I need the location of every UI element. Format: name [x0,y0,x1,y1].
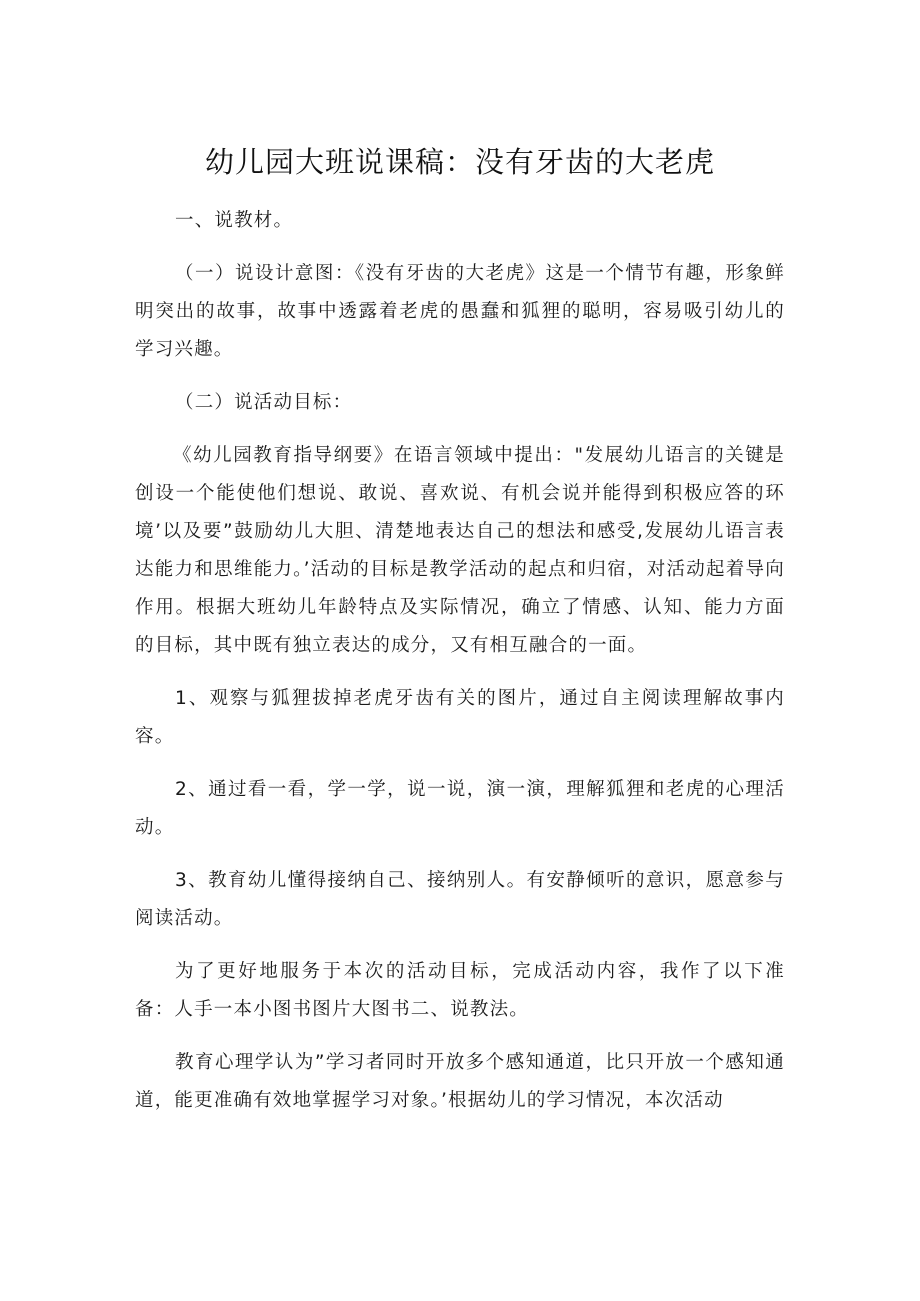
goal-item-1: 1、观察与狐狸拔掉老虎牙齿有关的图片，通过自主阅读理解故事内容。 [135,688,785,747]
goal-item-2: 2、通过看一看，学一学，说一说，演一演，理解狐狸和老虎的心理活动。 [135,779,785,838]
subheading-activity-goals: （二）说活动目标： [175,392,353,413]
section-heading-textbook: 一、说教材。 [175,210,294,231]
goal-item-3: 3、教育幼儿懂得接纳自己、接纳别人。有安静倾听的意识，愿意参与阅读活动。 [135,870,785,929]
paragraph-design-intent: （一）说设计意图：《没有牙齿的大老虎》这是一个情节有趣，形象鲜明突出的故事，故事中透露着老虎的愚蠢和狐狸的聪明，容易吸引幼儿的学习兴趣。 [135,263,785,360]
paragraph-guideline-quote: 《幼儿园教育指导纲要》在语言领域中提出："发展幼儿语言的关键是创设一个能使他们想说、敢说、喜欢说、有机会说并能得到积极应答的环境’以及要”鼓励幼儿大胆、清楚地表达自己的想法和感受,发展幼儿语言表达能力和思维能力。’活动的目标是教学活动的起点和归宿，对活动起着导向作用。根据大班幼儿年龄特点及实际情况，确立了情感、认知、能力方面的目标，其中既有独立表达的成分，又有相互融合的一面。 [135,445,785,656]
document-body [135,202,785,1135]
paragraph-preparation: 为了更好地服务于本次的活动目标，完成活动内容，我作了以下准备：人手一本小图书图片大图书二、说教法。 [135,961,785,1020]
paragraph-teaching-method: 教育心理学认为”学习者同时开放多个感知通道，比只开放一个感知通道，能更准确有效地掌握学习对象。’根据幼儿的学习情况，本次活动 [135,1052,785,1111]
document-title: 幼儿园大班说课稿：没有牙齿的大老虎 [204,145,715,179]
